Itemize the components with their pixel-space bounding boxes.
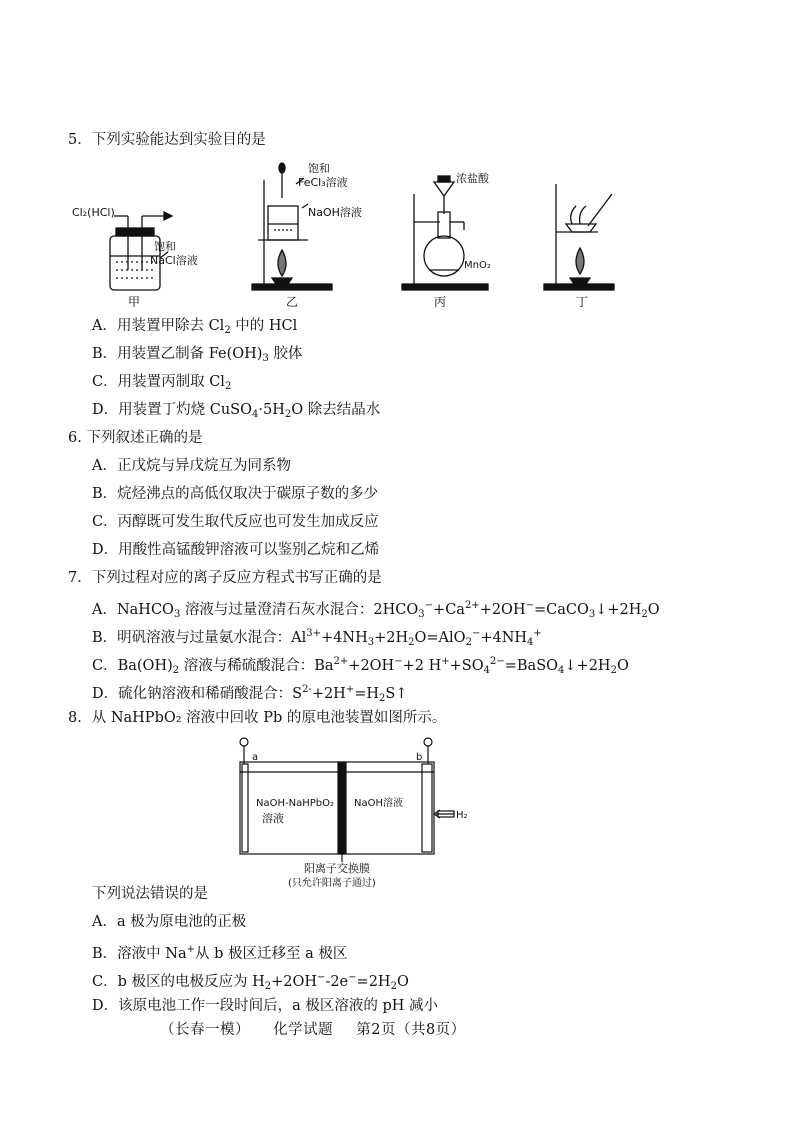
jia-label-2: NaCl溶液	[150, 254, 198, 267]
membrane-label-2: (只允许阳离子通过)	[288, 878, 376, 888]
page-footer	[160, 1020, 466, 1040]
gas-label: H₂	[456, 810, 468, 821]
yi-label-3: NaOH溶液	[308, 206, 362, 219]
apparatus-ding	[544, 184, 614, 309]
q7-stem: 7．下列过程对应的离子反应方程式书写正确的是	[68, 570, 382, 586]
q5-option-d: D．用装置丁灼烧 $CuSO_4\cdot 5H_2O$ 除去结晶水	[92, 402, 381, 420]
q7-option-b: B．明矾溶液与过量氨水混合：$Al^{3+}+4NH_3+2H_2O=AlO_2^-+4NH_4^+$	[92, 628, 542, 648]
bing-label-2: MnO₂	[464, 260, 491, 271]
jia-caption: 甲	[128, 295, 141, 309]
q8-cell-figure	[230, 736, 490, 888]
q6-option-c: C．丙醇既可发生取代反应也可发生加成反应	[92, 514, 379, 530]
q7-option-a: A．NaHCO$_3$ 溶液与过量澄清石灰水混合：$2HCO_3^-+Ca^{2+}+2OH^-=CaCO_3↓+2H_2O$	[92, 600, 660, 620]
left-solution-label-2: 溶液	[262, 812, 284, 825]
yi-label-1: 饱和	[308, 162, 330, 175]
footer-subject: 化学试题	[273, 1022, 334, 1038]
q7-option-d: D．硫化钠溶液和稀硝酸混合：$S^{2-}+2H^+=H_2S↑$	[92, 684, 408, 704]
q8-stem: 8．从 NaHPbO₂ 溶液中回收 Pb 的原电池装置如图所示。	[68, 710, 447, 726]
apparatus-jia	[72, 206, 198, 309]
ding-caption: 丁	[576, 295, 589, 309]
q8-option-a: A．a 极为原电池的正极	[92, 914, 247, 930]
footer-page: 第2页（共8页）	[356, 1022, 466, 1038]
q5-option-b: B．用装置乙制备 $Fe(OH)_3$ 胶体	[92, 346, 303, 364]
membrane-label-1: 阳离子交换膜	[304, 862, 370, 875]
electrode-b-label: b	[416, 752, 423, 763]
q7-option-c: C．$Ba(OH)_2$ 溶液与稀硫酸混合：$Ba^{2+}+2OH^-+2$ $H^++SO_4^{2-}=BaSO_4↓+2H_2O$	[92, 656, 629, 676]
q8-option-d: D．该原电池工作一段时间后，a 极区溶液的 pH 减小	[92, 998, 439, 1014]
q6-option-a: A．正戊烷与异戊烷互为同系物	[92, 458, 291, 474]
apparatus-bing	[402, 171, 491, 309]
q8-option-c: C．b 极区的电极反应为 $H_2+2OH^--2e^-=2H_2O$	[92, 972, 409, 992]
yi-label-2: FeCl₃溶液	[298, 176, 348, 189]
right-solution-label: NaOH溶液	[354, 798, 403, 809]
apparatus-yi	[252, 161, 362, 309]
q6-stem: 6. 下列叙述正确的是	[68, 430, 203, 446]
q5-option-a: A．用装置甲除去 $Cl_2$ 中的 HCl	[92, 318, 298, 336]
jia-label-1: 饱和	[154, 240, 176, 253]
jia-gas-label: Cl₂(HCl)	[72, 206, 115, 219]
q5-apparatus-figure	[68, 160, 628, 310]
electrode-a-label: a	[252, 752, 259, 763]
q8-question: 下列说法错误的是	[92, 886, 208, 902]
q5-stem: 5．下列实验能达到实验目的是	[68, 132, 266, 148]
left-solution-label-1: NaOH-NaHPbO₂	[256, 798, 334, 809]
q8-option-b: B．溶液中 Na+从 b 极区迁移至 a 极区	[92, 944, 348, 962]
q6-option-d: D．用酸性高锰酸钾溶液可以鉴别乙烷和乙烯	[92, 542, 380, 558]
bing-label-1: 浓盐酸	[456, 172, 489, 185]
q6-option-b: B．烷烃沸点的高低仅取决于碳原子数的多少	[92, 486, 379, 502]
yi-caption: 乙	[286, 295, 299, 309]
bing-caption: 丙	[434, 295, 447, 309]
footer-exam: （长春一模）	[160, 1022, 250, 1038]
q5-option-c: C．用装置丙制取 $Cl_2$	[92, 374, 232, 392]
